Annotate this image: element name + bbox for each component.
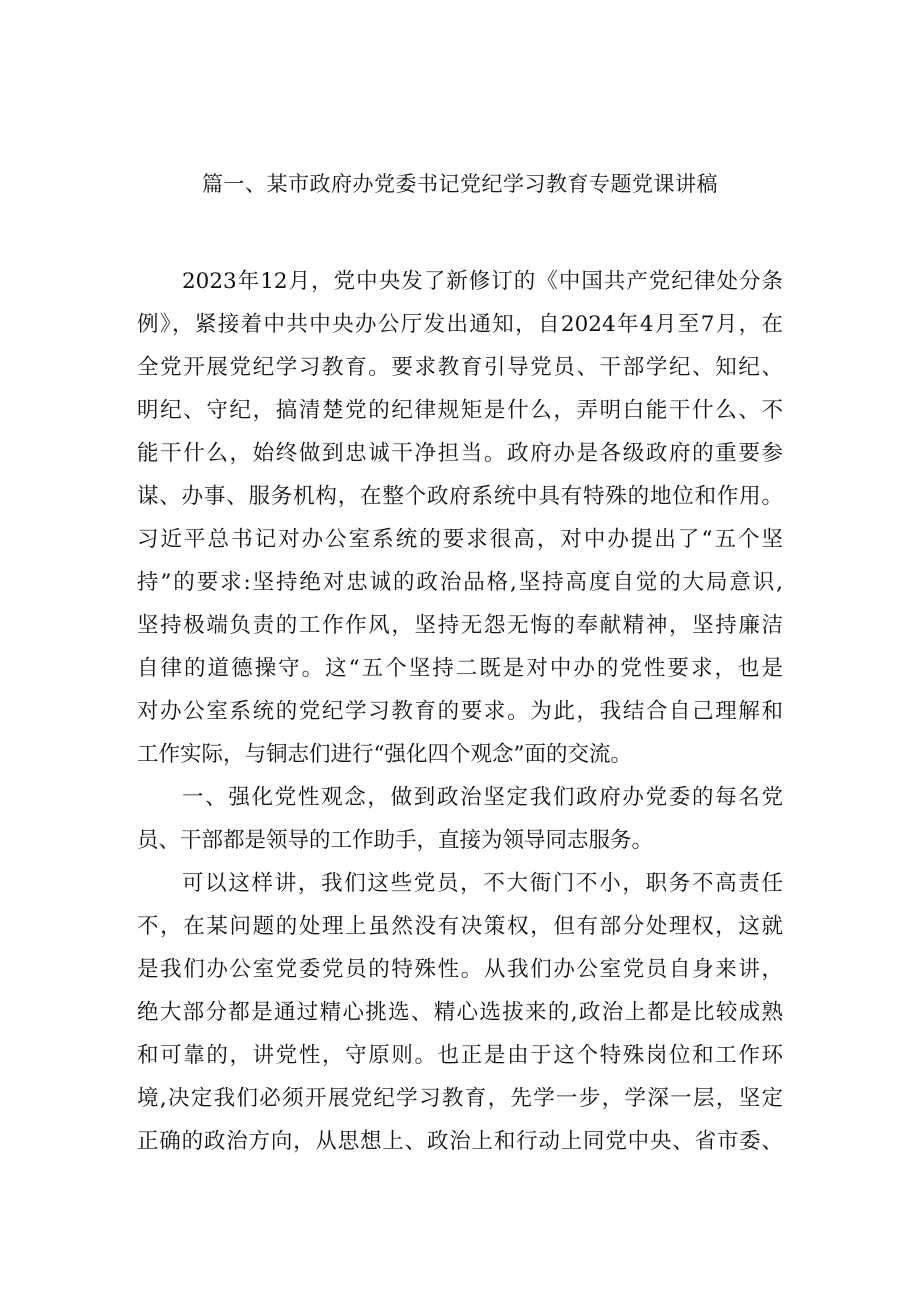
body-line: 能干什么，始终做到忠诚干净担当。政府办是各级政府的重要参 (137, 441, 783, 466)
document-title: 篇一、某市政府办党委书记党纪学习教育专题党课讲稿 (202, 172, 718, 196)
body-line: 持”的要求:坚持绝对忠诚的政治品格,坚持高度自觉的大局意识, (137, 570, 783, 595)
body-line: 不，在某问题的处理上虽然没有决策权，但有部分处理权，这就 (137, 914, 783, 939)
body-line: 和可靠的，讲党性，守原则。也正是由于这个特殊岗位和工作环 (137, 1043, 783, 1068)
body-line: 自律的道德操守。这“五个坚持二既是对中办的党性要求，也是 (137, 656, 783, 681)
body-line: 例》，紧接着中共中央办公厅发出通知，自2024年4月至7月，在 (137, 312, 783, 337)
section-heading-line: 一、强化党性观念，做到政治坚定我们政府办党委的每名党 (182, 785, 783, 810)
body-line: 2023年12月，党中央发了新修订的《中国共产党纪律处分条 (182, 269, 783, 294)
body-line: 坚持极端负责的工作作风，坚持无怨无悔的奉献精神，坚持廉洁 (137, 613, 783, 638)
body-line: 明纪、守纪，搞清楚党的纪律规矩是什么，弄明白能干什么、不 (137, 398, 783, 423)
body-line: 工作实际，与铜志们进行“强化四个观念”面的交流。 (137, 742, 632, 767)
body-line: 可以这样讲，我们这些党员，不大衙门不小，职务不高责任 (182, 871, 783, 896)
body-line: 正确的政治方向，从思想上、政治上和行动上同党中央、省市委、 (137, 1129, 783, 1154)
body-line: 对办公室系统的党纪学习教育的要求。为此，我结合自己理解和 (137, 699, 783, 724)
body-line: 员、干部都是领导的工作助手，直接为领导同志服务。 (137, 828, 654, 853)
body-line: 习近平总书记对办公室系统的要求很高，对中办提出了“五个坚 (137, 527, 783, 552)
body-line: 全党开展党纪学习教育。要求教育引导党员、干部学纪、知纪、 (137, 355, 783, 380)
body-line: 境,决定我们必须开展党纪学习教育，先学一步，学深一层，坚定 (137, 1086, 783, 1111)
body-line: 绝大部分都是通过精心挑选、精心选拔来的,政治上都是比较成熟 (137, 1000, 783, 1025)
body-line: 谋、办事、服务机构，在整个政府系统中具有特殊的地位和作用。 (137, 484, 783, 509)
body-line: 是我们办公室党委党员的特殊性。从我们办公室党员自身来讲， (137, 957, 783, 982)
